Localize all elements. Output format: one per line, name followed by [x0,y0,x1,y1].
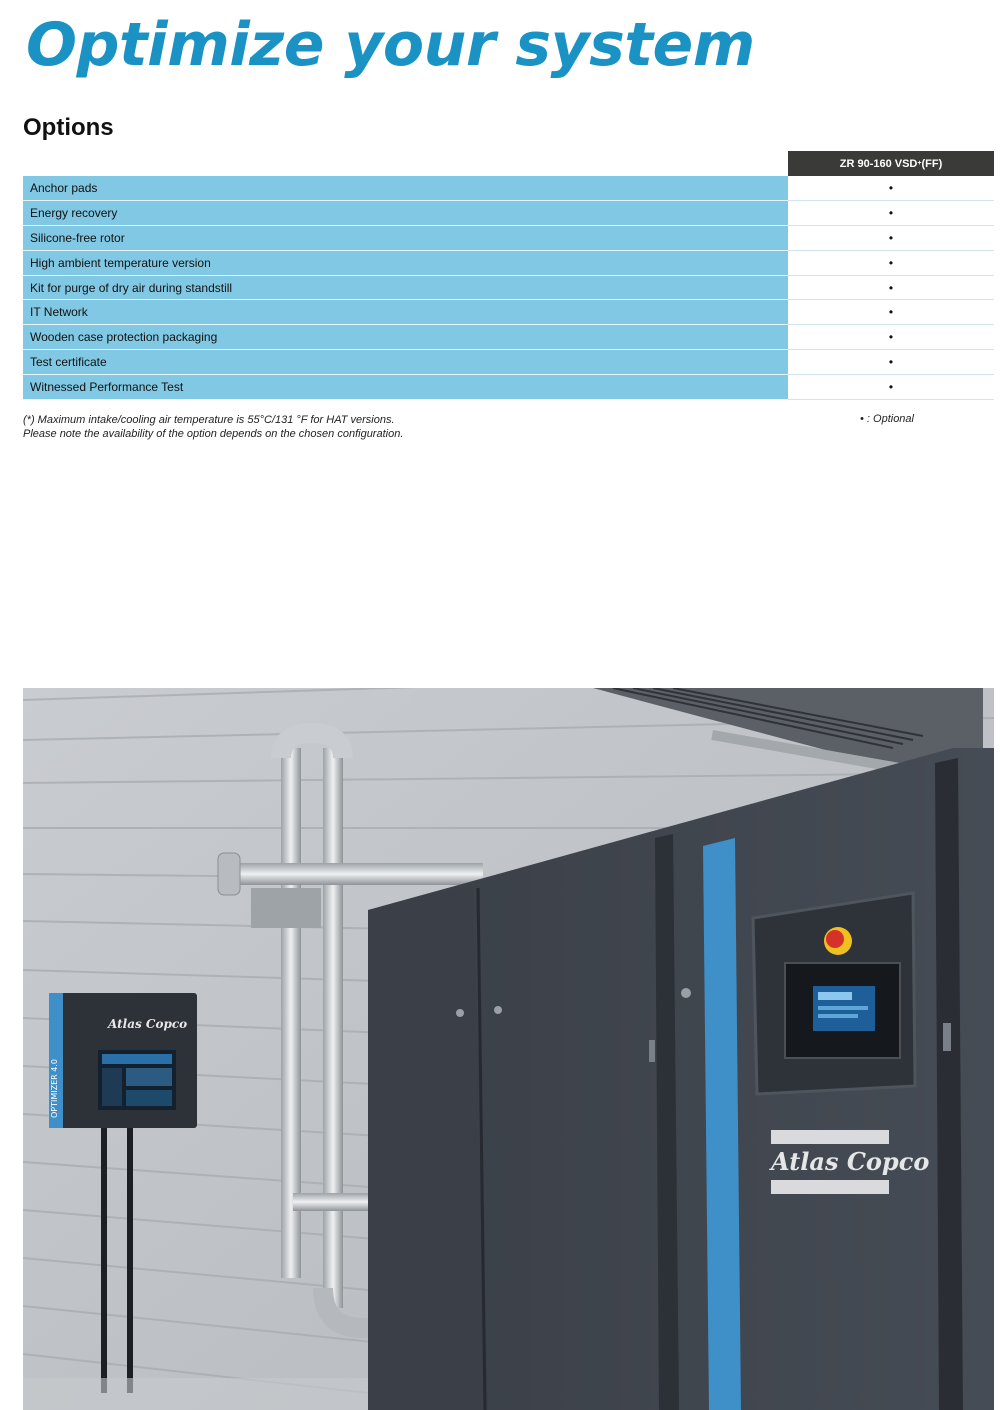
options-table [23,176,994,400]
table-column-header [788,151,994,176]
row-label: Kit for purge of dry air during standstill [23,276,788,301]
table-row [23,251,994,276]
row-label: High ambient temperature version [23,251,788,276]
column-header-model: ZR 90-160 VSD [839,157,918,170]
row-label: Witnessed Performance Test [23,375,788,400]
row-mark: • [788,176,994,201]
row-label: Anchor pads [23,176,788,201]
column-header-suffix: (FF) [921,157,943,170]
row-label: Energy recovery [23,201,788,226]
row-label: Silicone-free rotor [23,226,788,251]
table-row [23,375,994,400]
floor [23,1378,368,1410]
machine-brand-logo: Atlas Copco [771,1147,930,1176]
controller-side-label: OPTIMIZER 4.0 [50,1059,59,1118]
row-mark: • [788,201,994,226]
section-title-options: Options [23,114,114,141]
machine-blue-stripe [703,838,741,1410]
row-label: IT Network [23,300,788,325]
row-label: Wooden case protection packaging [23,325,788,350]
row-mark: • [788,226,994,251]
controller-brand-logo: Atlas Copco [108,1017,188,1031]
column-header-sup: + [917,160,922,167]
page-title: Optimize your system [26,10,755,80]
table-row [23,350,994,375]
row-mark: • [788,375,994,400]
table-row [23,176,994,201]
row-mark: • [788,300,994,325]
table-row [23,226,994,251]
row-mark: • [788,251,994,276]
row-mark: • [788,350,994,375]
row-mark: • [788,276,994,301]
table-row [23,201,994,226]
footnote [23,413,403,441]
row-label: Test certificate [23,350,788,375]
product-photo [23,688,994,1410]
table-row [23,325,994,350]
legend-optional: • : Optional [860,413,914,425]
footnote-line-1: (*) Maximum intake/cooling air temperature is 55°C/131 °F for HAT versions. [23,414,395,426]
table-row [23,300,994,325]
table-row [23,276,994,301]
row-mark: • [788,325,994,350]
footnote-line-2: Please note the availability of the option depends on the chosen configuration. [23,428,404,440]
